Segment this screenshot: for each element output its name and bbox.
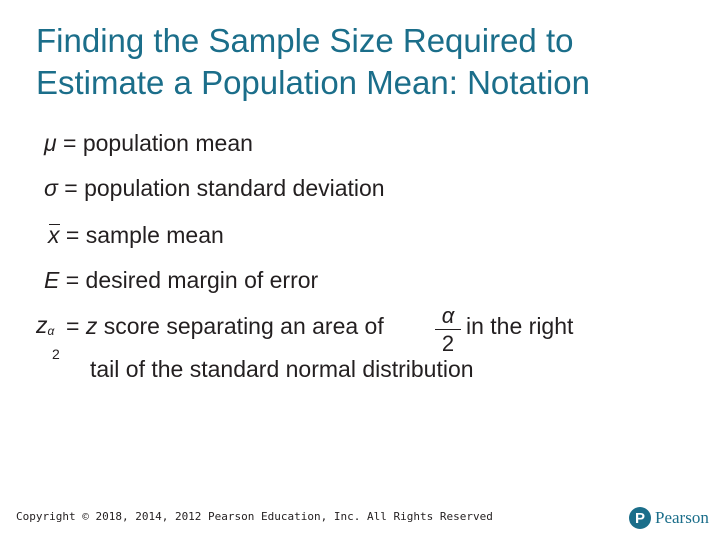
definition-margin-of-error	[44, 267, 318, 294]
critical-value-text-after: in the right	[466, 313, 574, 339]
fraction-denominator: 2	[441, 331, 455, 356]
fraction-bar	[435, 329, 461, 330]
critical-value-text-before: score separating an area of	[97, 313, 384, 339]
pearson-wordmark: Pearson	[655, 508, 709, 527]
alpha-subscript: α	[47, 324, 55, 338]
slide-title	[36, 20, 590, 104]
alpha-over-two-fraction	[435, 304, 461, 356]
mu-definition: = population mean	[56, 130, 253, 156]
pearson-logo	[629, 506, 709, 530]
critical-value-line-1	[66, 313, 384, 340]
definition-sigma	[44, 175, 385, 202]
critical-value-line-2: tail of the standard normal distribution	[90, 356, 474, 382]
e-definition: = desired margin of error	[59, 267, 319, 293]
title-line-1: Finding the Sample Size Required to	[36, 22, 574, 59]
z-in-text: z	[85, 313, 98, 339]
fraction-numerator: α	[441, 303, 455, 328]
pearson-p-icon: P	[629, 507, 651, 529]
definition-xbar	[48, 222, 224, 249]
sigma-symbol: σ	[44, 175, 58, 201]
xbar-symbol: x	[48, 222, 60, 248]
z-alpha-over-2-symbol	[36, 312, 60, 362]
definition-mu	[44, 130, 253, 157]
mu-symbol: μ	[44, 130, 57, 156]
sigma-definition: = population standard deviation	[57, 175, 385, 201]
title-line-2: Estimate a Population Mean: Notation	[36, 64, 590, 101]
equals-sign: =	[66, 313, 86, 339]
e-symbol: E	[44, 267, 60, 293]
copyright-footer: Copyright © 2018, 2014, 2012 Pearson Education, Inc. All Rights Reserved	[16, 510, 493, 523]
z-symbol: z	[36, 312, 48, 338]
xbar-definition: = sample mean	[59, 222, 224, 248]
subscript-two: 2	[52, 346, 60, 362]
